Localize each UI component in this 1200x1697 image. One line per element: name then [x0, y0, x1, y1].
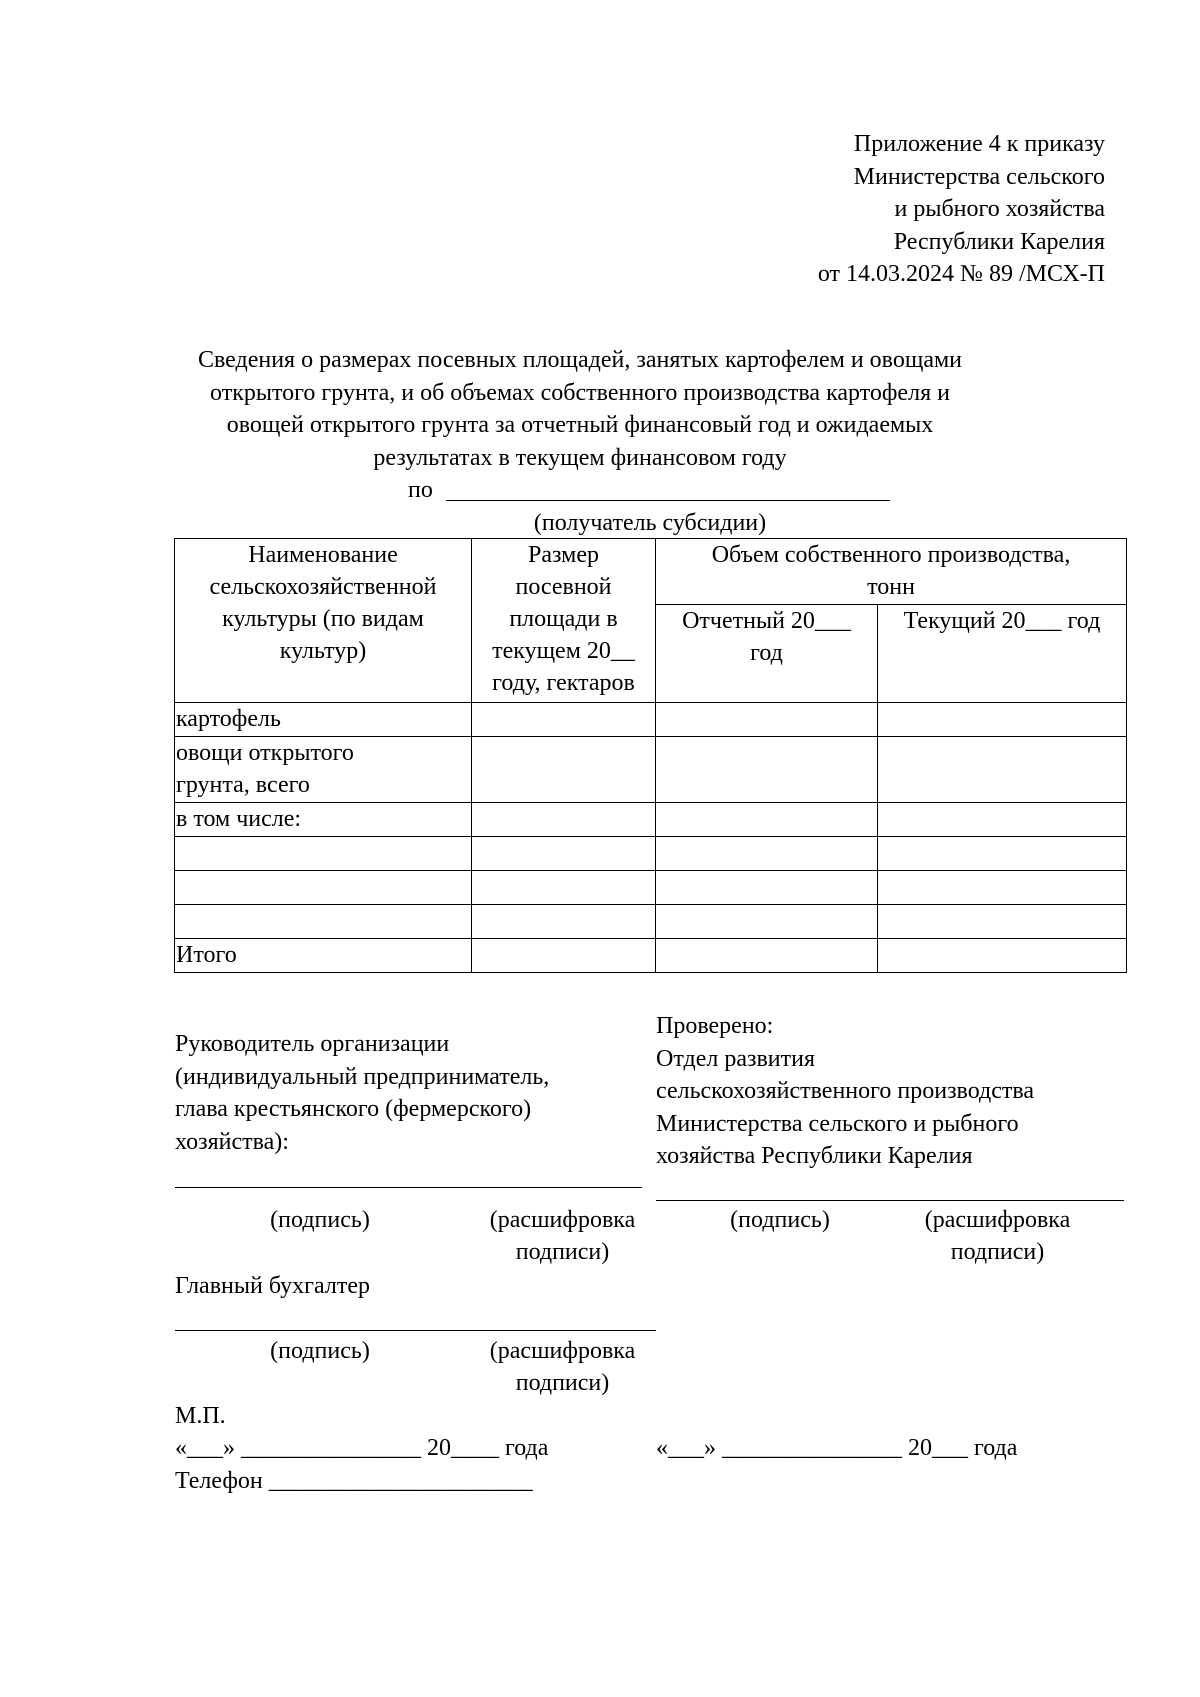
- appendix-line: от 14.03.2024 № 89 /МСХ-П: [817, 261, 1105, 287]
- current-cell[interactable]: [878, 939, 1127, 973]
- table-row: [175, 939, 1127, 973]
- chief-accountant-label: Главный бухгалтер: [175, 1273, 370, 1299]
- reported-cell[interactable]: [656, 803, 878, 837]
- reported-cell[interactable]: [656, 737, 878, 803]
- recipient-caption: (получатель субсидии): [533, 510, 767, 536]
- current-cell[interactable]: [878, 737, 1127, 803]
- title-line: результатах в текущем финансовом году: [373, 444, 787, 471]
- area-cell[interactable]: [472, 803, 656, 837]
- right-signatory-line: Отдел развития: [656, 1045, 816, 1072]
- document-title: [120, 344, 1040, 474]
- current-cell[interactable]: [878, 871, 1127, 905]
- table-row: [175, 737, 1127, 803]
- appendix-header: [818, 128, 1105, 291]
- crop-data-table: [174, 538, 1127, 973]
- header-production-volume: Объем собственного производства, тонн: [656, 539, 1127, 605]
- table-row: [175, 905, 1127, 939]
- appendix-line: Министерства сельского: [853, 163, 1105, 190]
- crop-name-cell[interactable]: [175, 871, 472, 905]
- area-cell[interactable]: [472, 939, 656, 973]
- recipient-label: по: [408, 477, 433, 503]
- crop-name-cell: в том числе:: [175, 803, 472, 837]
- manager-signature-line[interactable]: [175, 1187, 642, 1188]
- reported-cell[interactable]: [656, 703, 878, 737]
- recipient-blank-field[interactable]: [446, 500, 890, 501]
- current-cell[interactable]: [878, 703, 1127, 737]
- title-line: Сведения о размерах посевных площадей, занятых картофелем и овощами: [197, 347, 963, 373]
- appendix-line: и рыбного хозяйства: [894, 196, 1105, 222]
- area-cell[interactable]: [472, 871, 656, 905]
- right-signatory-line: хозяйства Республики Карелия: [656, 1143, 973, 1169]
- crop-name-cell[interactable]: [175, 905, 472, 939]
- area-cell[interactable]: [472, 737, 656, 803]
- crop-name-cell: овощи открытого грунта, всего: [175, 737, 472, 803]
- table-row: [175, 803, 1127, 837]
- right-signatory-block: [656, 1010, 1034, 1173]
- seal-label: М.П.: [175, 1403, 226, 1429]
- reported-cell[interactable]: [656, 939, 878, 973]
- header-crop-name: Наименование сельскохозяйственной культуры (по видам культур): [175, 539, 472, 703]
- reported-cell[interactable]: [656, 871, 878, 905]
- left-signatory-line: (индивидуальный предприниматель,: [175, 1063, 550, 1090]
- header-current-year: Текущий 20___ год: [878, 605, 1127, 703]
- title-line: овощей открытого грунта за отчетный финансовый год и ожидаемых: [226, 412, 934, 438]
- signature-caption: (подпись): [270, 1338, 370, 1364]
- area-cell[interactable]: [472, 837, 656, 871]
- date-field-right[interactable]: «___» _______________ 20___ года: [656, 1435, 1018, 1461]
- current-cell[interactable]: [878, 905, 1127, 939]
- table-row: [175, 871, 1127, 905]
- transcript-caption: (расшифровка подписи): [489, 1338, 636, 1396]
- crop-name-cell[interactable]: [175, 837, 472, 871]
- reported-cell[interactable]: [656, 837, 878, 871]
- table-row: [175, 837, 1127, 871]
- date-field-left[interactable]: «___» _______________ 20____ года: [175, 1435, 549, 1461]
- header-reported-year: Отчетный 20___ год: [656, 605, 878, 703]
- right-signatory-line: Проверено:: [656, 1013, 774, 1039]
- left-signatory-line: Руководитель организации: [175, 1031, 450, 1057]
- signature-caption: (подпись): [730, 1207, 830, 1233]
- transcript-caption: (расшифровка подписи): [489, 1207, 636, 1265]
- verifier-signature-line[interactable]: [656, 1200, 1124, 1201]
- title-line: открытого грунта, и об объемах собственного производства картофеля и: [210, 379, 950, 406]
- reported-cell[interactable]: [656, 905, 878, 939]
- accountant-signature-line[interactable]: [175, 1330, 656, 1331]
- table-row: [175, 703, 1127, 737]
- left-signatory-line: глава крестьянского (фермерского): [175, 1096, 532, 1122]
- crop-name-cell: картофель: [175, 703, 472, 737]
- header-sown-area: Размер посевной площади в текущем 20__ году, гектаров: [472, 539, 656, 703]
- current-cell[interactable]: [878, 803, 1127, 837]
- left-signatory-line: хозяйства):: [175, 1128, 289, 1155]
- appendix-line: Республики Карелия: [893, 228, 1105, 255]
- transcript-caption: (расшифровка подписи): [924, 1207, 1071, 1265]
- appendix-line: Приложение 4 к приказу: [853, 131, 1105, 157]
- right-signatory-line: Министерства сельского и рыбного: [656, 1110, 1019, 1137]
- phone-field[interactable]: Телефон ______________________: [175, 1468, 533, 1494]
- area-cell[interactable]: [472, 703, 656, 737]
- area-cell[interactable]: [472, 905, 656, 939]
- left-signatory-block: [175, 1028, 549, 1158]
- crop-name-cell: Итого: [175, 939, 472, 973]
- right-signatory-line: сельскохозяйственного производства: [656, 1078, 1035, 1104]
- current-cell[interactable]: [878, 837, 1127, 871]
- signature-caption: (подпись): [270, 1207, 370, 1233]
